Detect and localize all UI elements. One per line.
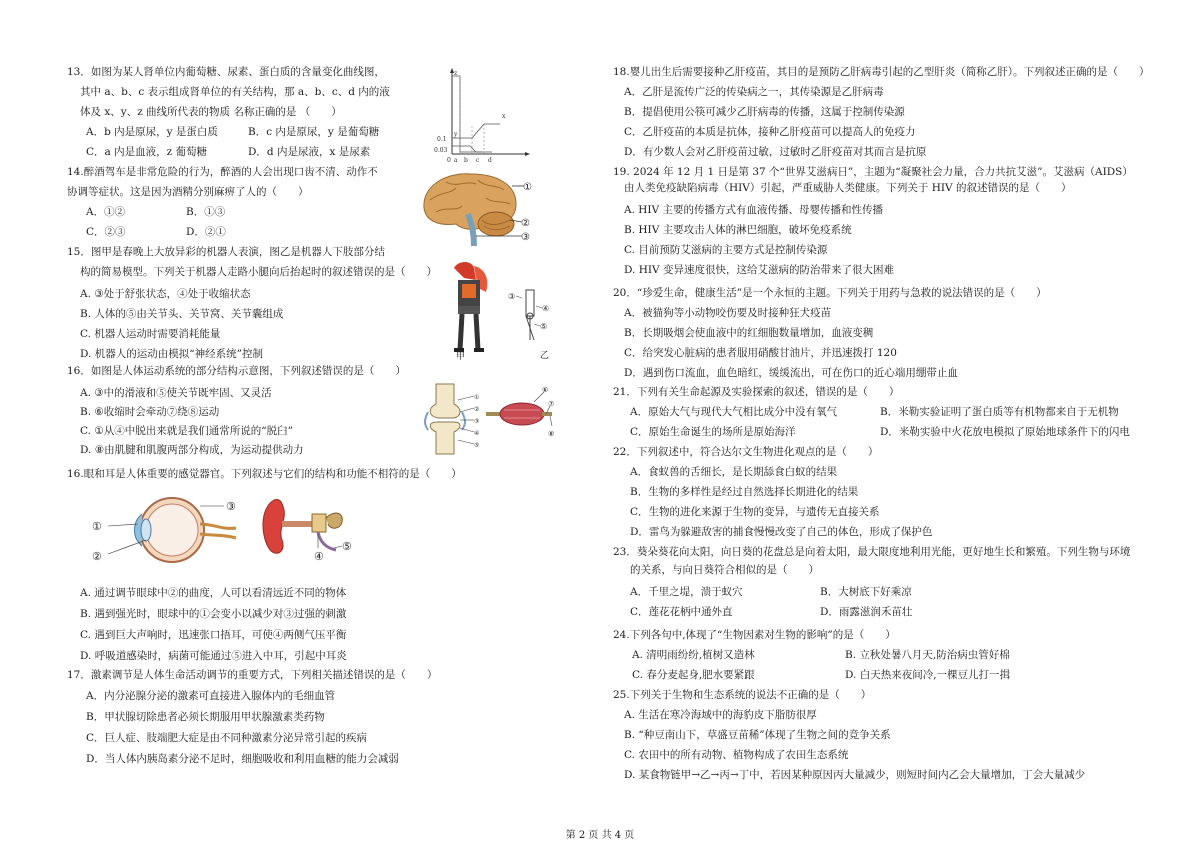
ear-diagram (256, 490, 356, 568)
q24-stem: 24.下列各句中,体现了“生物因素对生物的影响”的是（ ） (613, 629, 896, 641)
q13-stem-line-3: 体及 x、y、z 曲线所代表的物质 名称正确的是 （ ） (80, 106, 342, 118)
q22-stem: 22．下列叙述中，符合达尔文生物进化观点的是（ ） (613, 446, 879, 458)
q16b-option-d: D. 呼吸道感染时，病菌可能通过⑤进入中耳，引起中耳炎 (80, 650, 347, 662)
joint-diagram (420, 382, 482, 456)
q18-option-b: B．提倡使用公筷可减少乙肝病毒的传播，这属于控制传染源 (624, 106, 905, 118)
ear-mark-5: ⑤ (342, 540, 352, 553)
q16b-option-c: C. 遇到巨大声响时，迅速张口捂耳，可使④两侧气压平衡 (80, 629, 347, 641)
brain-mark-1: ① (523, 182, 532, 193)
q15-option-d: D. 机器人的运动由模拟“神经系统”控制 (80, 348, 263, 360)
brain-illustration (416, 168, 534, 248)
q24-option-a: A. 清明雨纷纷,植树又造林 (632, 649, 755, 661)
q16a-option-a: A. ③中的滑液和⑤使关节既牢固、又灵活 (80, 387, 272, 399)
q13-option-d: D．d 内是尿液，x 是尿素 (248, 146, 371, 158)
q13-option-a: A．b 内是原尿，y 是蛋白质 (86, 126, 218, 138)
leg-model-mark-3: ③ (508, 292, 516, 301)
q15-stem-line-1: 15．图甲是春晚上大放异彩的机器人表演，图乙是机器人下肢部分结 (67, 246, 385, 258)
eye-diagram (88, 494, 248, 568)
muscle-mark-6: ⑥ (542, 386, 549, 394)
q16a-option-b: B. ⑥收缩时会牵动⑦绕⑧运动 (80, 406, 220, 418)
q13-graph-y-tick-2: 0.03 (434, 147, 448, 154)
q23-stem-line-1: 23．葵朵葵花向太阳，向日葵的花盘总是向着太阳，最大限度地利用光能，更好地生长和繁殖。下列生物与环境 (613, 546, 1131, 558)
q15-option-c: C. 机器人运动时需要消耗能量 (80, 328, 221, 340)
q16a-stem: 16．如图是人体运动系统的部分结构示意图，下列叙述错误的是（ ） (67, 365, 406, 377)
q19-option-c: C. 目前预防艾滋病的主要方式是控制传染源 (624, 244, 828, 256)
q21-option-c: C．原始生命诞生的场所是原始海洋 (630, 426, 796, 438)
robot-fig-label-jia: 甲 (456, 352, 466, 360)
leg-model-mark-5: ⑤ (540, 322, 548, 331)
q18-stem: 18.婴儿出生后需要接种乙肝疫苗，其目的是预防乙肝病毒引起的乙型肝炎（简称乙肝）。下列叙述正确的是（ ） (613, 66, 1150, 78)
muscle-mark-8: ⑧ (548, 430, 555, 438)
q24-option-b: B. 立秋处暑八月天,防治病虫管好棉 (845, 649, 1010, 661)
q22-option-a: A．食蚁兽的舌细长，是长期舔食白蚁的结果 (630, 466, 838, 478)
q13-graph-x-tick-a: a (454, 157, 458, 164)
q25-option-b: B. “种豆南山下，草盛豆苗稀”体现了生物之间的竞争关系 (624, 729, 891, 741)
muscle-diagram (484, 384, 560, 444)
page-footer: 第 2 页 共 4 页 (565, 830, 635, 841)
q19-option-a: A. HIV 主要的传播方式有血液传播、母婴传播和性传播 (624, 204, 883, 216)
q13-content-graph (432, 66, 532, 164)
q23-option-a: A．千里之堤，溃于蚁穴 (630, 586, 743, 598)
q18-option-a: A．乙肝是流传广泛的传染病之一，其传染源是乙肝病毒 (624, 86, 884, 98)
q13-graph-x-tick-b: b (464, 157, 468, 164)
q14-option-a: A．①② (86, 206, 126, 218)
q22-option-d: D．雷鸟为躲避敌害的捕食慢慢改变了自己的体色，形成了保护色 (630, 526, 933, 538)
q24-option-d: D. 白天热来夜间冷,一棵豆儿打一揖 (845, 669, 1011, 681)
q16a-option-c: C. ①从④中脱出来就是我们通常所说的“脱臼” (80, 425, 293, 437)
leg-model-mark-4: ④ (542, 304, 550, 313)
q13-option-b: B．c 内是原尿，y 是葡萄糖 (248, 126, 380, 138)
joint-mark-4: ④ (474, 430, 480, 437)
q15-option-a: A. ③处于舒张状态，④处于收缩状态 (80, 288, 251, 300)
q14-option-d: D．②① (186, 226, 226, 238)
ear-mark-4: ④ (314, 550, 324, 563)
q13-option-c: C．a 内是血液，z 葡萄糖 (86, 146, 208, 158)
joint-mark-1: ① (474, 394, 480, 401)
q17-stem: 17．激素调节是人体生命活动调节的重要方式，下列相关描述错误的是（ ） (67, 669, 438, 681)
q13-graph-y-tick-1: 0.1 (437, 136, 447, 143)
q21-option-b: B．米勒实验证明了蛋白质等有机物都来自于无机物 (880, 406, 1119, 418)
q21-stem: 21．下列有关生命起源及实验探索的叙述，错误的是（ ） (613, 386, 900, 398)
q13-graph-curve-y: y (454, 131, 458, 138)
leg-model-diagram (506, 286, 556, 360)
q16a-option-d: D. ⑧由肌腱和肌腹两部分构成，为运动提供动力 (80, 444, 304, 456)
q18-option-d: D．有少数人会对乙肝疫苗过敏，过敏时乙肝疫苗对其而言是抗原 (624, 146, 927, 158)
q17-option-c: C．巨人症、肢端肥大症是由不同种激素分泌异常引起的疾病 (86, 732, 368, 744)
q17-option-b: B．甲状腺切除患者必须长期服用甲状腺激素类药物 (86, 711, 325, 723)
eye-mark-1: ① (92, 520, 102, 533)
q23-stem-line-2: 的关系，与向日葵符合相似的是（ ） (630, 564, 819, 576)
q22-option-b: B．生物的多样性是经过自然选择长期进化的结果 (630, 486, 859, 498)
muscle-mark-7: ⑦ (548, 400, 555, 408)
q25-option-d: D. 某食物链甲→乙→丙→丁中，若因某种原因丙大量减少，则短时间内乙会大量增加，丁会大量减少 (624, 769, 1086, 781)
q18-option-c: C．乙肝疫苗的本质是抗体，接种乙肝疫苗可以提高人的免疫力 (624, 126, 916, 138)
q20-option-a: A．被猫狗等小动物咬伤要及时接种狂犬疫苗 (624, 307, 832, 319)
q23-option-b: B．大树底下好乘凉 (820, 586, 912, 598)
q13-stem-line-1: 13．如图为某人肾单位内葡萄糖、尿素、蛋白质的含量变化曲线图， (67, 66, 385, 78)
q23-option-d: D．雨露滋润禾苗壮 (820, 606, 913, 618)
q13-stem-line-2: 其中 a、b、c 表示组成肾单位的有关结构，那 a、b、c、d 内的液 (80, 86, 390, 98)
q14-option-c: C．②③ (86, 226, 126, 238)
q13-graph-origin: 0 (447, 157, 451, 164)
q19-option-d: D. HIV 变异速度很快，这给艾滋病的防治带来了很大困难 (624, 264, 894, 276)
q25-option-a: A. 生活在寒冷海域中的海豹皮下脂肪很厚 (624, 709, 817, 721)
q20-option-b: B．长期吸烟会使血液中的红细胞数量增加，血液变稠 (624, 327, 874, 339)
q21-option-a: A．原始大气与现代大气相比成分中没有氧气 (630, 406, 838, 418)
q13-graph-x-tick-c: c (476, 157, 480, 164)
q13-graph-curve-x: x (502, 113, 506, 120)
q15-stem-line-2: 构的简易模型。下列关于机器人走路小腿向后抬起时的叙述错误的是（ ） (80, 266, 437, 278)
robot-illustration (440, 258, 500, 360)
eye-mark-3: ③ (226, 500, 236, 513)
q19-option-b: B. HIV 主要攻击人体的淋巴细胞，破坏免疫系统 (624, 224, 852, 236)
q25-option-c: C. 农田中的所有动物、植物构成了农田生态系统 (624, 749, 849, 761)
q14-option-b: B．①③ (186, 206, 226, 218)
q16b-option-b: B. 遇到强光时，眼球中的①会变小以减少对③过强的刺激 (80, 608, 347, 620)
q25-stem: 25.下列关于生物和生态系统的说法不正确的是（ ） (613, 689, 872, 701)
joint-mark-5: ⑤ (474, 442, 480, 449)
q20-stem: 20．“珍爱生命，健康生活”是一个永恒的主题。下列关于用药与急救的说法错误的是（ ） (613, 287, 1047, 299)
q20-option-d: D．遇到伤口流血，血色暗红，缓缓流出，可在伤口的近心端用绷带止血 (624, 367, 958, 379)
q20-option-c: C．给突发心脏病的患者服用硝酸甘油片，并迅速拨打 120 (624, 347, 897, 359)
q16b-stem: 16.眼和耳是人体重要的感觉器官。下列叙述与它们的结构和功能不相符的是（ ） (67, 468, 462, 480)
brain-mark-2: ② (521, 218, 530, 229)
q21-option-d: D．米勒实验中火花放电模拟了原始地球条件下的闪电 (880, 426, 1130, 438)
q14-stem-line-2: 协调等症状。这是因为酒精分别麻痹了人的（ ） (67, 186, 309, 198)
q15-option-b: B. 人体的⑤由关节头、关节窝、关节囊组成 (80, 308, 284, 320)
q13-graph-curve-z: z (454, 70, 458, 77)
q17-option-a: A．内分泌腺分泌的激素可直接进入腺体内的毛细血管 (86, 690, 336, 702)
joint-mark-3: ③ (474, 418, 480, 425)
q24-option-c: C. 春分麦起身,肥水要紧跟 (632, 669, 755, 681)
joint-mark-2: ② (474, 406, 480, 413)
q13-graph-x-tick-d: d (488, 157, 492, 164)
q16b-option-a: A. 通过调节眼球中②的曲度，人可以看清远近不同的物体 (80, 587, 347, 599)
leg-model-fig-label-yi: 乙 (540, 351, 550, 360)
q22-option-c: C．生物的进化来源于生物的变异，与遗传无直接关系 (630, 506, 880, 518)
q19-stem-line-1: 19. 2024 年 12 月 1 日是第 37 个“世界艾滋病日”，主题为“凝聚社会力量，合力共抗艾滋”。艾滋病（AIDS） (613, 166, 1133, 178)
eye-mark-2: ② (92, 550, 102, 563)
q19-stem-line-2: 由人类免疫缺陷病毒（HIV）引起，严重威胁人类健康。下列关于 HIV 的叙述错误的是（ ） (624, 182, 1072, 194)
brain-mark-3: ③ (521, 232, 530, 243)
q14-stem-line-1: 14.醉酒驾车是非常危险的行为，醉酒的人会出现口齿不清、动作不 (67, 166, 378, 178)
q23-option-c: C．莲花花柄中通外直 (630, 606, 733, 618)
q17-option-d: D．当人体内胰岛素分泌不足时，细胞吸收和利用血糖的能力会减弱 (86, 753, 399, 765)
